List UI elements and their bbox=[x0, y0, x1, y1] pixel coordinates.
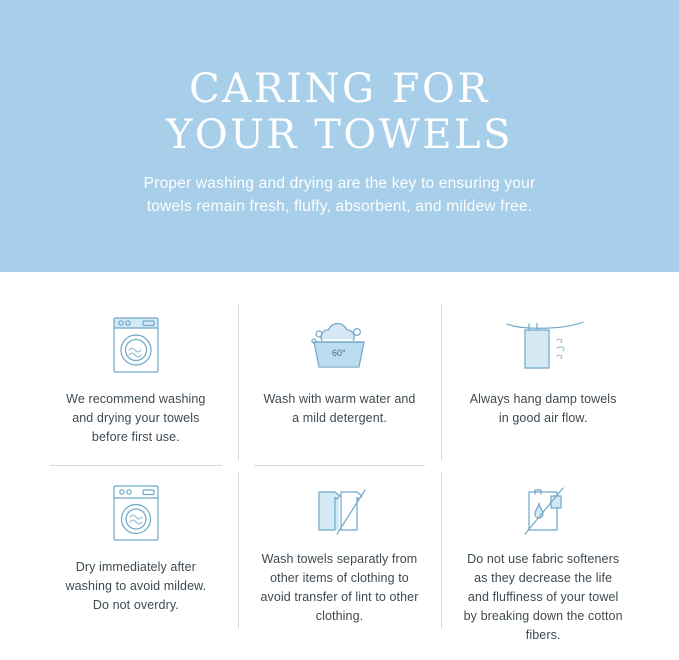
care-tip-item bbox=[441, 298, 645, 466]
care-tip-item bbox=[238, 466, 442, 634]
care-tip-item bbox=[238, 298, 442, 466]
care-tip-text: Do not use fabric softeners as they decrease the life and fluffiness of your towel by breaking down the cotton fibers. bbox=[463, 552, 623, 642]
no-fabric-softener-icon bbox=[499, 474, 587, 544]
care-tip-text: We recommend washing and drying your towels before first use. bbox=[66, 392, 206, 444]
wash-tub-60-degrees-icon bbox=[295, 306, 383, 384]
washing-machine-icon bbox=[105, 306, 167, 384]
care-tip-text: Dry immediately after washing to avoid mildew. Do not overdry. bbox=[65, 560, 207, 612]
page-title-line-1: CARING FOR bbox=[189, 66, 490, 112]
care-tip-text: Always hang damp towels in good air flow. bbox=[469, 392, 617, 425]
svg-text:60°: 60° bbox=[332, 348, 347, 358]
hanging-towel-airflow-icon bbox=[499, 306, 587, 384]
care-tip-item bbox=[34, 466, 238, 634]
tumble-dryer-icon bbox=[105, 474, 167, 552]
care-tip-item bbox=[441, 466, 645, 642]
hero-banner bbox=[0, 0, 679, 272]
page-subtitle: Proper washing and drying are the key to ensuring your towels remain fresh, fluffy, absorbent, and mildew free. bbox=[143, 175, 536, 215]
care-tip-text: Wash with warm water and a mild detergent. bbox=[263, 392, 416, 425]
care-tip-text: Wash towels separatly from other items of clothing to avoid transfer of lint to other clothing. bbox=[260, 552, 419, 623]
care-tip-item bbox=[34, 298, 238, 466]
page-title bbox=[60, 66, 620, 158]
care-tips-grid bbox=[0, 272, 679, 644]
separate-laundry-no-lint-icon bbox=[295, 474, 383, 544]
page-title-line-2: YOUR TOWELS bbox=[166, 112, 513, 158]
